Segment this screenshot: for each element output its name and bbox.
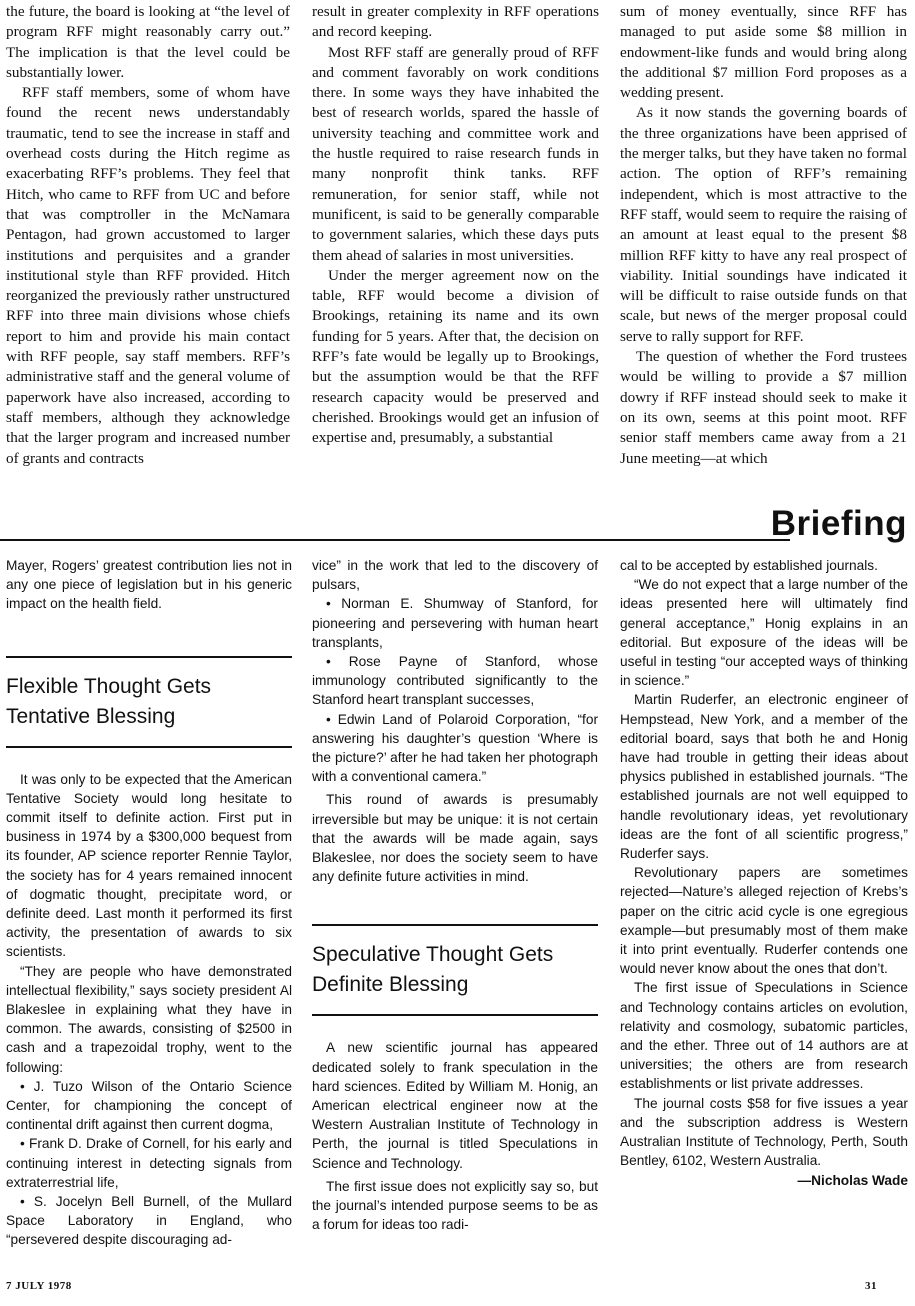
paragraph: vice” in the work that led to the discovery of pulsars,	[312, 558, 598, 593]
byline: —Nicholas Wade	[797, 1172, 908, 1188]
paragraph: result in greater complexity in RFF operations and record keeping.	[312, 3, 599, 41]
paragraph: It was only to be expected that the American Tentative Society would long hesitate to commit itself to definite action. First put in business in 1974 by a $300,000 bequest from its founder, AP science reporter Rennie Taylor, the society has for 4 years remained innocent of dogmatic thought, precipitate word, or definite deed. Last month it performed its first activity, the presentation of awards to six scientists.	[6, 771, 292, 960]
paragraph: the future, the board is looking at “the level of program RFF might reasonably carry out.” The implication is that the level could be substantially lower.	[6, 3, 290, 81]
paragraph: The first issue of Speculations in Science and Technology contains articles on evolution, relativity and cosmology, subatomic particles, and the ether. Three out of 14 authors are at universities; the others are from research establishments or list private addresses.	[620, 980, 908, 1092]
paragraph: The first issue does not explicitly say so, but the journal’s intended purpose seems to be as a forum for ideas too radi-	[312, 1178, 598, 1233]
top-column-2	[312, 2, 599, 449]
paragraph: “They are people who have demonstrated intellectual flexibility,” says society president Al Blakeslee in explaining what they have in common. The awards, consisting of $2500 in cash and a trapezoidal trophy, went to the following:	[6, 963, 292, 1075]
paragraph: Mayer, Rogers’ greatest contribution lies not in any one piece of legislation but in his generic impact on the health field.	[6, 558, 292, 612]
issue-date: 7 JULY 1978	[6, 1280, 72, 1292]
list-item: • Rose Payne of Stanford, whose immunology contributed significantly to the Stanford heart transplant successes,	[312, 654, 598, 708]
briefing-column-3	[620, 556, 908, 1190]
briefing-column-1	[6, 556, 292, 1250]
list-item: • S. Jocelyn Bell Burnell, of the Mullard Space Laboratory in England, who “persevered despite discouraging ad-	[6, 1194, 292, 1248]
section-label: Briefing	[770, 504, 907, 543]
paragraph: “We do not expect that a large number of the ideas presented here will ultimately find general acceptance,” Honig explains in an editorial. But exposure of the ideas will be useful in testing “our accepted ways of thinking in science.”	[620, 577, 908, 689]
briefing-column-2	[312, 556, 598, 1234]
paragraph: The question of whether the Ford trustees would be willing to provide a $7 million dowry if RFF instead should seek to make it on its own, seems at this point moot. RFF senior staff members came away from a 21 June meeting—at which	[620, 348, 907, 467]
paragraph: Under the merger agreement now on the table, RFF would become a division of Brookings, retaining its name and its own funding for 5 years. After that, the decision on RFF’s fate would be legally up to Brookings, but the assumption would be that the RFF research capacity would be preserved and cherished. Brookings would get an infusion of expertise and, presumably, a substantial	[312, 266, 599, 447]
article2-headline: Speculative Thought Gets Definite Blessing	[312, 943, 554, 997]
paragraph: Martin Ruderfer, an electronic engineer of Hempstead, New York, and a member of the editorial board, says that both he and Honig have had trouble in getting their ideas about physics published in established journals. “The established journals are not well equipped to handle revolutionary ideas, yet revolutionary ideas are the font of all scientific progress,” Ruderfer says.	[620, 692, 908, 862]
paragraph: As it now stands the governing boards of the three organizations have been apprised of the merger talks, but they have taken no formal action. The option of RFF’s remaining independent, which is most attractive to the RFF staff, would seem to require the raising of an amount at least equal to the present $8 million RFF kitty to have any real prospect of viability. Initial soundings have indicated it will be difficult to raise outside funds on that scale, but news of the merger proposal could serve to rally support for RFF.	[620, 104, 907, 345]
paragraph: Revolutionary papers are sometimes rejected—Nature’s alleged rejection of Krebs’s paper on the citric acid cycle is one egregious example—but presumably most of them make it into print eventually. Ruderfer contends one would never know about the ones that don’t.	[620, 865, 908, 977]
paragraph: Most RFF staff are generally proud of RFF and comment favorably on work conditions there. In some ways they have inhabited the best of research worlds, spared the hassle of university teaching and committee work and the hustle required to raise research funds in many nonprofit think tanks. RFF remuneration, for senior staff, while not munificent, is said to be generally comparable to government salaries, which these days puts them ahead of salaries in most universities.	[312, 43, 599, 264]
paragraph: cal to be accepted by established journals.	[620, 558, 878, 573]
list-item: • Frank D. Drake of Cornell, for his early and continuing interest in detecting signals from extraterrestrial life,	[6, 1136, 292, 1190]
list-item: • Edwin Land of Polaroid Corporation, “for answering his daughter’s question ‘Where is the picture?’ after he had taken her photograph with a conventional camera.”	[312, 711, 598, 785]
page-number: 31	[865, 1280, 877, 1292]
top-column-3	[620, 2, 907, 469]
paragraph: RFF staff members, some of whom have found the recent news understandably traumatic, tend to see the increase in staff and overhead costs during the Hitch regime as exacerbating RFF’s problems. They feel that Hitch, who came to RFF from UC and before that was comptroller in the McNamara Pentagon, had grown accustomed to larger institutions and perquisites and a grander institutional style than RFF provided. Hitch reorganized the previously rather unstructured RFF into three main divisions whose chiefs report to him and provide his main contact with RFF people, say staff members. RFF’s administrative staff and the general volume of paperwork have also increased, according to staff members, although they acknowledge that the larger program and increased number of grants and contracts	[6, 84, 290, 467]
paragraph: A new scientific journal has appeared dedicated solely to frank speculation in the hard sciences. Edited by William M. Honig, an American electrical engineer now at the Western Australian Institute of Technology in Perth, the journal is titled Speculations in Science and Technology.	[312, 1040, 598, 1171]
paragraph: sum of money eventually, since RFF has managed to put aside some $8 million in endowment-like funds and would bring along the additional $7 million Ford proposes as a wedding present.	[620, 3, 907, 102]
article1-headline: Flexible Thought Gets Tentative Blessing	[6, 674, 212, 728]
paragraph: This round of awards is presumably irreversible but may be unique: it is not certain that the awards will be made again, says Blakeslee, nor does the society seem to have any definite future activities in mind.	[312, 792, 598, 885]
list-item: • J. Tuzo Wilson of the Ontario Science Center, for championing the concept of continental drift against then current dogma,	[6, 1078, 292, 1133]
paragraph: The journal costs $58 for five issues a year and the subscription address is Western Australian Institute of Technology, Perth, South Bentley, 6102, Western Australia.	[620, 1095, 908, 1169]
section-divider	[0, 539, 790, 541]
top-column-1	[6, 2, 290, 469]
list-item: • Norman E. Shumway of Stanford, for pioneering and persevering with human heart transplants,	[312, 596, 598, 650]
